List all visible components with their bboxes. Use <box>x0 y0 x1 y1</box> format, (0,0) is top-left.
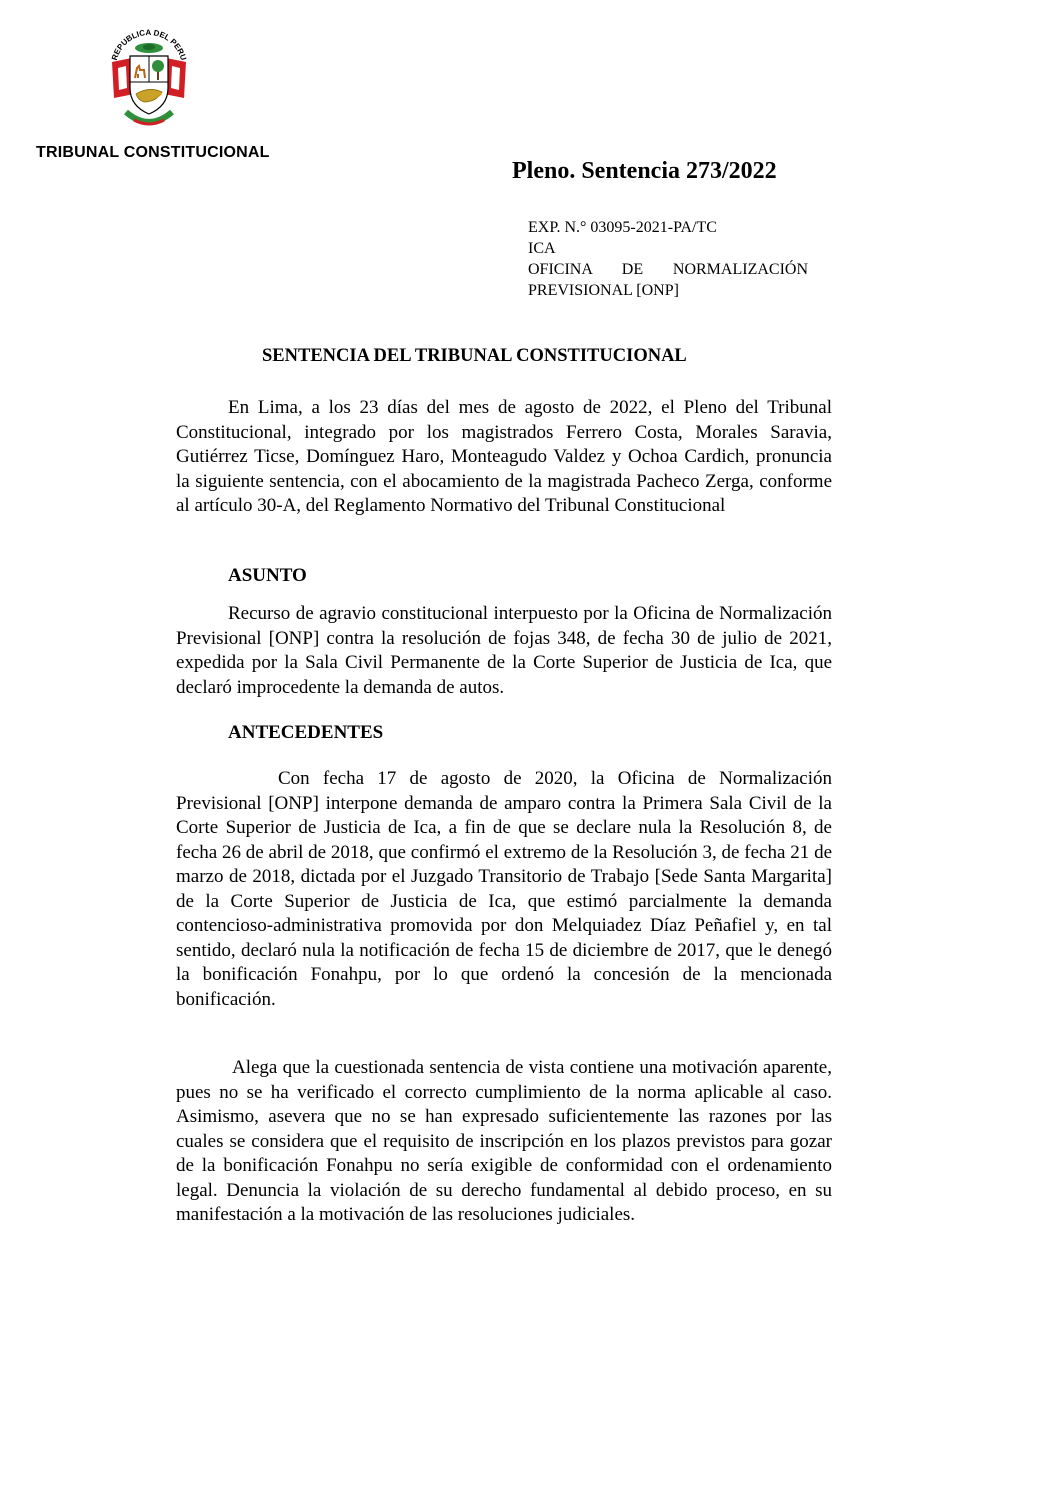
case-location: ICA <box>528 240 556 257</box>
antecedentes-paragraph-2: Alega que la cuestionada sentencia de vista contiene una motivación aparente, pues no se ha verificado el correcto cumplimiento de la norma aplicable al caso. Asimismo, asevera que no se han expresado suficientemente las razones por las cuales se considera que el requisito de inscripción en los plazos previstos para gozar de la bonificación Fonahpu no sería exigible de conformidad con el ordenamiento legal. Denuncia la violación de su derecho fundamental al debido proceso, en su manifestación a la motivación de las resoluciones judiciales. <box>176 1057 832 1225</box>
party-line-2: PREVISIONAL [ONP] <box>528 282 679 299</box>
document-title: Pleno. Sentencia 273/2022 <box>512 158 777 184</box>
case-number: EXP. N.° 03095-2021-PA/TC <box>528 219 717 236</box>
antecedentes-heading: ANTECEDENTES <box>228 722 384 743</box>
case-reference-block <box>528 217 808 301</box>
coat-of-arms-logo <box>104 28 194 136</box>
intro-paragraph: En Lima, a los 23 días del mes de agosto de 2022, el Pleno del Tribunal Constitucional, integrado por los magistrados Ferrero Costa, Morales Saravia, Gutiérrez Ticse, Domínguez Haro, Monteagudo Valdez y Ochoa Cardich, pronuncia la siguiente sentencia, con el abocamiento de la magistrada Pacheco Zerga, conforme al artículo 30-A, del Reglamento Normativo del Tribunal Constitucional <box>176 397 832 516</box>
seal-text: REPUBLICA DEL PERU <box>109 28 189 62</box>
asunto-heading: ASUNTO <box>228 565 307 586</box>
judgment-heading: SENTENCIA DEL TRIBUNAL CONSTITUCIONAL <box>262 346 687 366</box>
asunto-paragraph: Recurso de agravio constitucional interpuesto por la Oficina de Normalización Previsional [ONP] contra la resolución de fojas 348, de fecha 30 de julio de 2021, expedida por la Sala Civil Permanente de la Corte Superior de Justicia de Ica, que declaró improcedente la demanda de autos. <box>176 603 832 698</box>
party-line-1: OFICINA DE NORMALIZACIÓN <box>528 261 808 278</box>
court-name: TRIBUNAL CONSTITUCIONAL <box>36 144 270 161</box>
antecedentes-paragraph-1: Con fecha 17 de agosto de 2020, la Oficina de Normalización Previsional [ONP] interpone demanda de amparo contra la Primera Sala Civil de la Corte Superior de Justicia de Ica, a fin de que se declare nula la Resolución 8, de fecha 26 de abril de 2018, que confirmó el extremo de la Resolución 3, de fecha 21 de marzo de 2018, dictada por el Juzgado Transitorio de Trabajo [Sede Santa Margarita] de la Corte Superior de Justicia de Ica, que estimó parcialmente la demanda contencioso-administrativa promovida por don Melquiadez Díaz Peñafiel y, en tal sentido, declaró nula la notificación de fecha 15 de diciembre de 2017, que le denegó la bonificación Fonahpu, por lo que ordenó la concesión de la mencionada bonificación. <box>176 768 832 1010</box>
